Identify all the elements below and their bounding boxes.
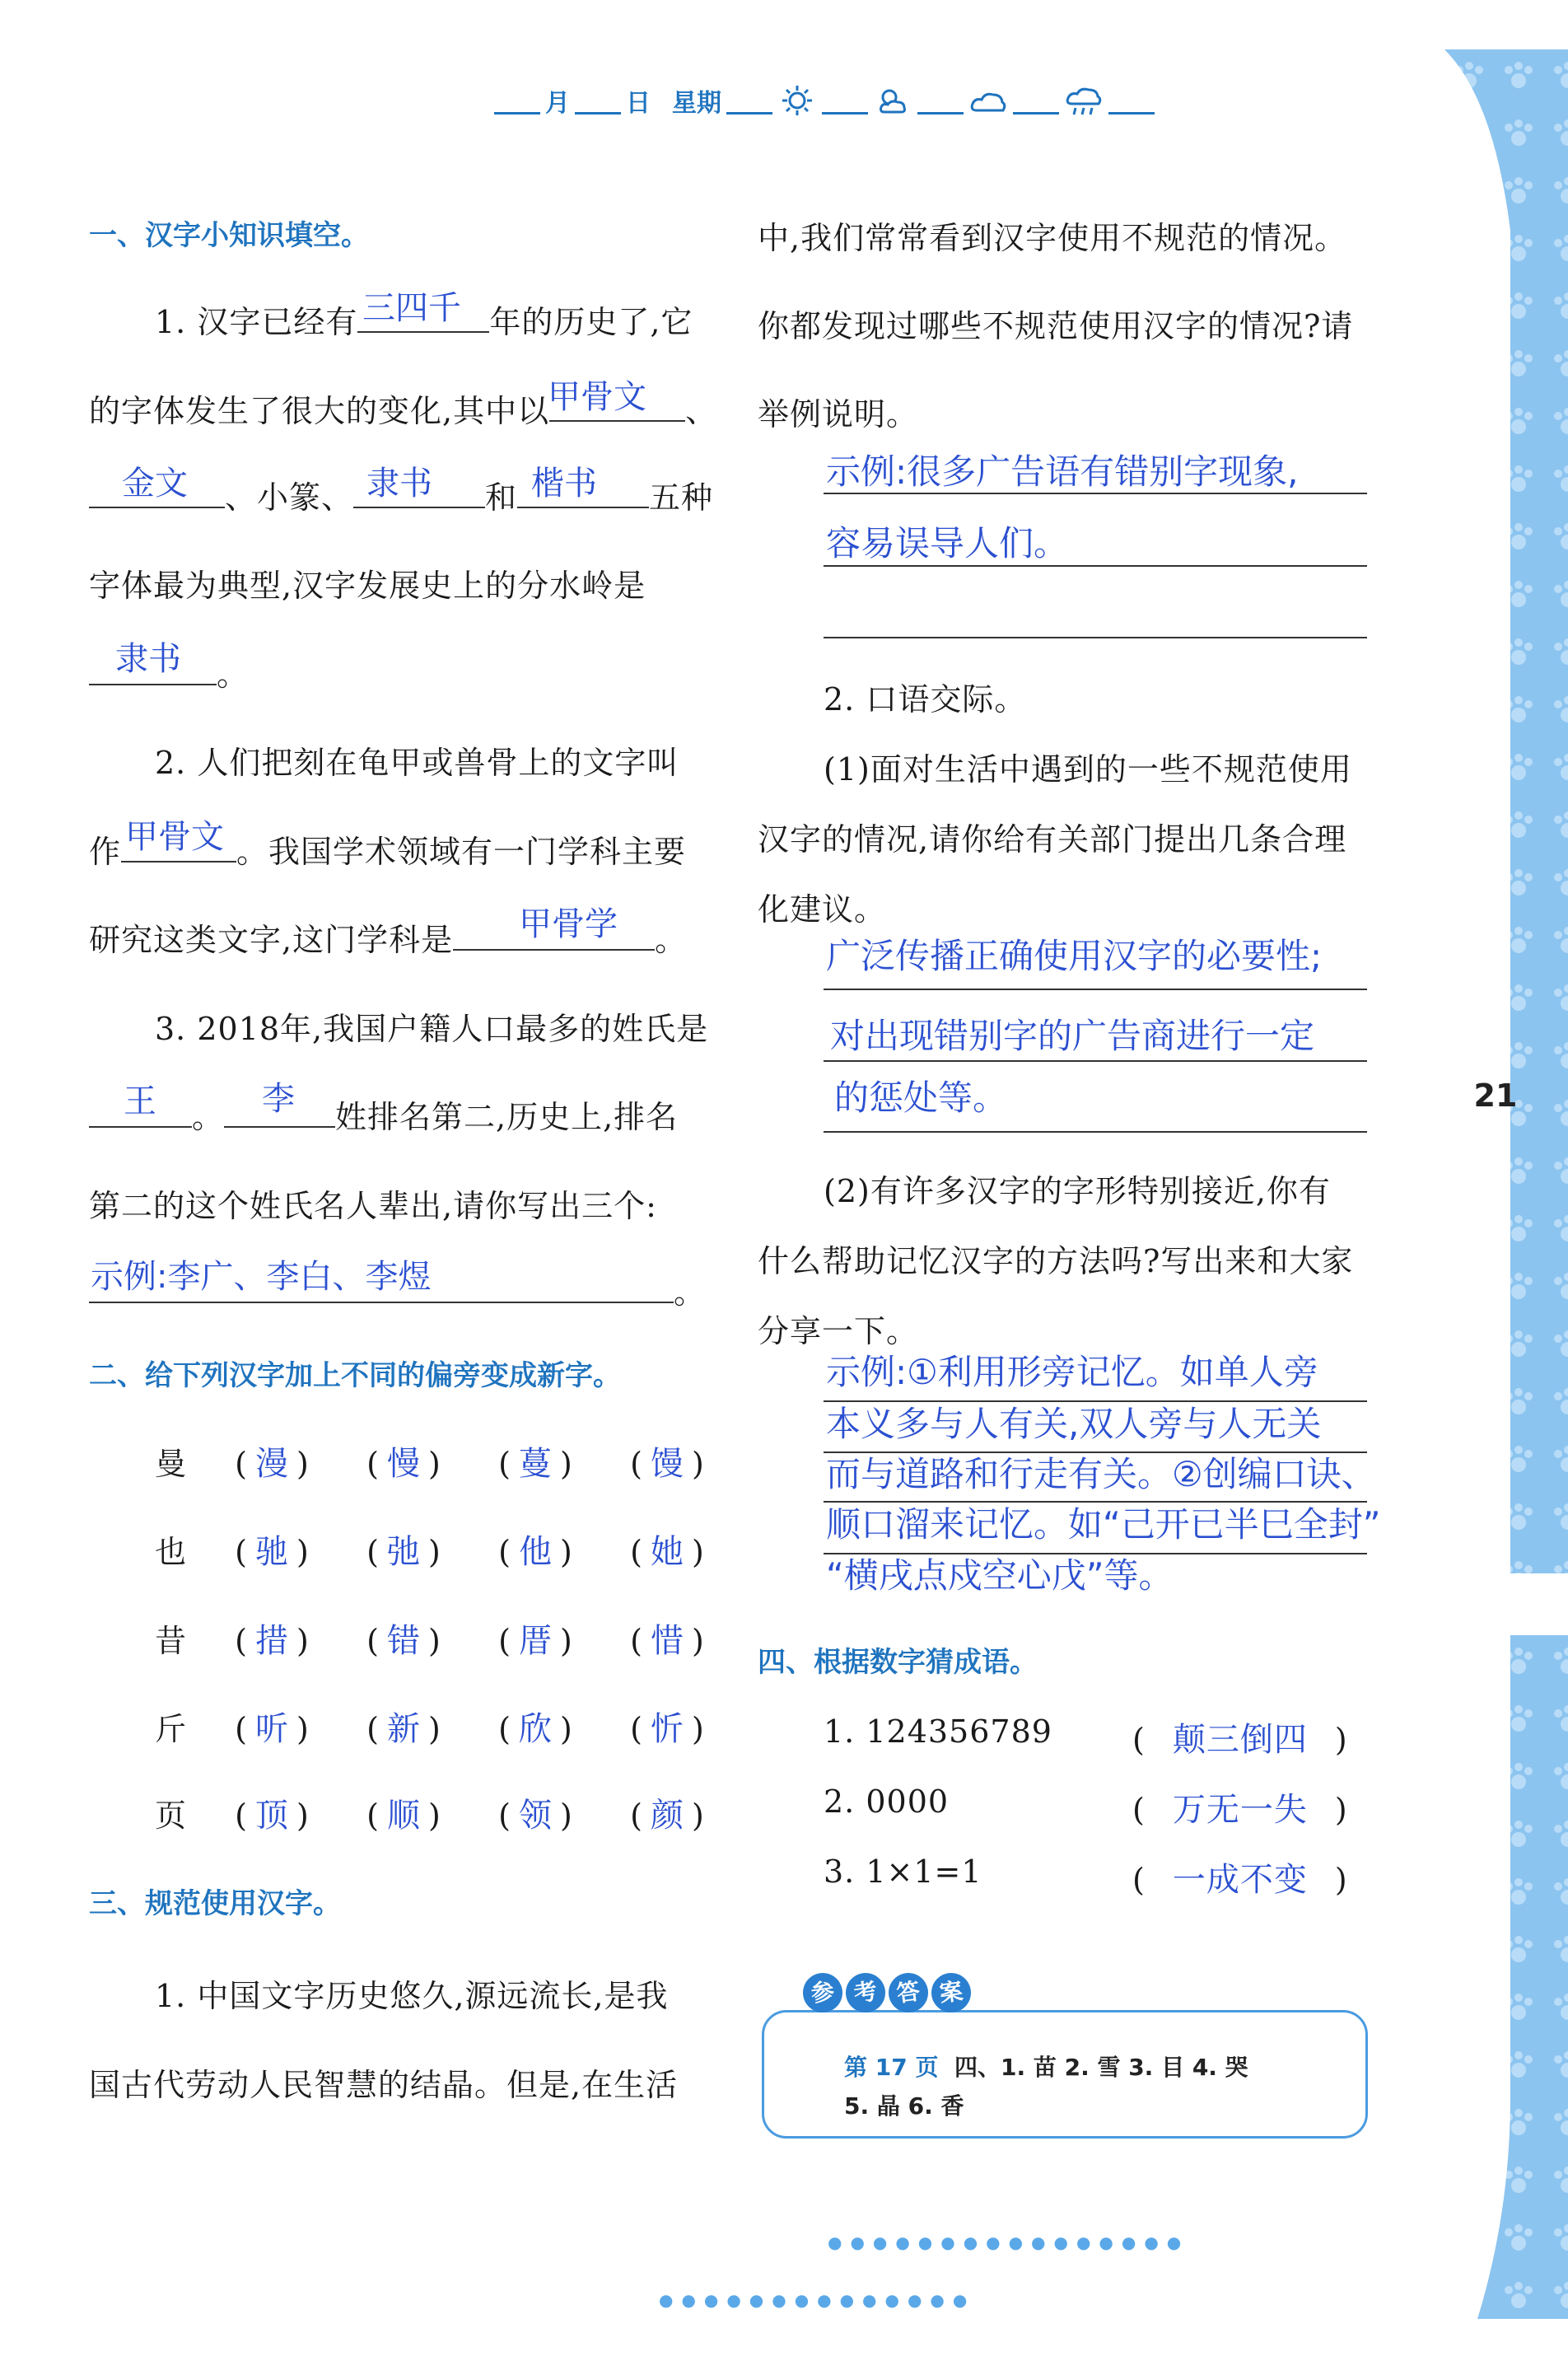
idiom-answer-bracket: ( 颠三倒四 )	[1132, 1721, 1348, 1759]
s3-q1-line4: 你都发现过哪些不规范使用汉字的情况?请	[758, 308, 1354, 344]
answer-handwritten: 李	[262, 1080, 295, 1118]
day-blank	[575, 87, 621, 115]
weekday-blank	[726, 87, 772, 115]
month-label: 月	[545, 89, 570, 118]
answer-handwritten: 甲骨文	[125, 818, 224, 856]
rainy-blank	[1108, 87, 1155, 115]
q1-line4: 字体最为典型,汉字发展史上的分水岭是	[89, 568, 646, 604]
idiom-question: 1. 124356789	[824, 1713, 1052, 1750]
radical-row: 曼 ( 漫 ) ( 慢 ) ( 蔓 ) ( 馒 )	[155, 1445, 704, 1483]
page-number: 21	[1473, 1077, 1518, 1114]
decorative-dots: ●●●●●●●●●●●●●●	[659, 2290, 976, 2310]
answer-handwritten: 容易误导人们。	[826, 523, 1069, 563]
q2-line1: 2. 人们把刻在龟甲或兽骨上的文字叫	[155, 745, 679, 781]
section-3-title: 三、规范使用汉字。	[89, 1887, 341, 1920]
answer-handwritten: 示例:①利用形旁记忆。如单人旁	[826, 1352, 1318, 1392]
decorative-side-band	[1444, 49, 1568, 1573]
answer-handwritten: 甲骨文	[548, 378, 646, 416]
answer-handwritten: 三四千	[362, 289, 461, 327]
answer-handwritten: 隶书	[115, 640, 181, 678]
answer-handwritten: 广泛传播正确使用汉字的必要性;	[826, 936, 1323, 976]
idiom-question: 3. 1×1=1	[824, 1853, 982, 1890]
idiom-answer-bracket: ( 万无一失 )	[1132, 1791, 1348, 1829]
answer-rule	[824, 1060, 1367, 1062]
q3-line2: 。 姓排名第二,历史上,排名	[89, 1092, 678, 1137]
q3-line1: 3. 2018年,我国户籍人口最多的姓氏是	[155, 1011, 709, 1047]
section-1-title: 一、汉字小知识填空。	[89, 219, 369, 252]
answer-handwritten: 顺口溜来记忆。如“己开已半巳全封”	[826, 1504, 1381, 1545]
q3-line4: 。	[89, 1267, 706, 1312]
answer-rule	[824, 989, 1367, 990]
answer-handwritten: 对出现错别字的广告商进行一定	[830, 1016, 1315, 1056]
sunny-icon	[777, 84, 817, 117]
answer-handwritten: 的惩处等。	[834, 1077, 1008, 1118]
decorative-dots: ●●●●●●●●●●●●●●●●	[828, 2232, 1190, 2252]
sunny-blank	[822, 87, 868, 115]
s3-q1-line1: 1. 中国文字历史悠久,源远流长,是我	[155, 1978, 669, 2014]
q2-line3: 研究这类文字,这门学科是 。	[89, 914, 687, 960]
rainy-icon	[1064, 84, 1104, 117]
answer-handwritten: 金文	[122, 465, 188, 503]
cloudy-icon	[968, 84, 1008, 117]
s3-q2-s1-line2: 汉字的情况,请你给有关部门提出几条合理	[758, 821, 1347, 858]
answer-handwritten: 示例:很多广告语有错别字现象,	[826, 451, 1299, 492]
answer-handwritten: 而与道路和行走有关。②创编口诀、	[826, 1454, 1376, 1494]
s3-q2-s1-line1: (1)面对生活中遇到的一些不规范使用	[824, 751, 1352, 788]
answer-handwritten: 楷书	[531, 465, 597, 503]
s3-q2-s1-line3: 化建议。	[758, 891, 887, 928]
s3-q1-line5: 举例说明。	[758, 396, 919, 432]
answer-handwritten: “横戌点戍空心戊”等。	[826, 1555, 1174, 1596]
s3-q1-line2: 国古代劳动人民智慧的结晶。但是,在生活	[89, 2067, 679, 2103]
section-4-title: 四、根据数字猜成语。	[758, 1646, 1038, 1679]
answer-handwritten: 示例:李广、李白、李煜	[91, 1258, 432, 1296]
s3-q1-line3: 中,我们常常看到汉字使用不规范的情况。	[758, 220, 1347, 256]
radical-row: 昔 ( 措 ) ( 错 ) ( 厝 ) ( 惜 )	[155, 1622, 704, 1660]
weekday-label: 星期	[672, 89, 721, 118]
s3-q2-title: 2. 口语交际。	[824, 681, 1027, 718]
month-blank	[494, 87, 540, 115]
radical-row: 也 ( 驰 ) ( 弛 ) ( 他 ) ( 她 )	[155, 1533, 704, 1571]
s3-q2-s2-line3: 分享一下。	[758, 1313, 919, 1349]
s3-q2-s2-line1: (2)有许多汉字的字形特别接近,你有	[824, 1173, 1331, 1209]
answer-rule	[824, 1131, 1367, 1133]
answer-handwritten: 王	[124, 1082, 156, 1120]
answer-handwritten: 甲骨学	[519, 905, 618, 943]
date-header	[494, 82, 1155, 119]
day-label: 日	[626, 89, 651, 118]
reference-line-2: 5. 晶 6. 香	[844, 2092, 964, 2120]
cloudy-blank	[1013, 87, 1059, 115]
partly-cloudy-blank	[917, 87, 964, 115]
idiom-question: 2. 0000	[824, 1783, 950, 1820]
reference-line-1: 第 17 页 四、1. 苗 2. 雪 3. 目 4. 哭	[844, 2054, 1248, 2081]
idiom-answer-bracket: ( 一成不变 )	[1132, 1861, 1348, 1899]
reference-badge: 参 考 答 案	[803, 1973, 971, 2012]
s3-q2-s2-line2: 什么帮助记忆汉字的方法吗?写出来和大家	[758, 1243, 1354, 1279]
q3-line3: 第二的这个姓氏名人辈出,请你写出三个:	[89, 1188, 657, 1224]
q1-line1: 1. 汉字已经有 年的历史了,它	[155, 297, 693, 342]
q1-line3: 、小篆、 和 五种	[89, 472, 713, 517]
q1-line5: 。	[89, 649, 249, 694]
section-2-title: 二、给下列汉字加上不同的偏旁变成新字。	[89, 1359, 621, 1392]
answer-rule	[824, 637, 1367, 638]
answer-handwritten: 隶书	[366, 465, 432, 503]
answer-handwritten: 本义多与人有关,双人旁与人无关	[826, 1404, 1322, 1444]
decorative-side-band-lower	[1444, 1635, 1568, 2319]
partly-cloudy-icon	[873, 84, 912, 117]
radical-row: 斤 ( 听 ) ( 新 ) ( 欣 ) ( 忻 )	[155, 1710, 704, 1748]
q1-line2: 的字体发生了很大的变化,其中以 、	[89, 386, 717, 431]
radical-row: 页 ( 顶 ) ( 顺 ) ( 领 ) ( 颜 )	[155, 1797, 704, 1835]
q2-line2: 作 。我国学术领域有一门学科主要	[89, 826, 686, 872]
